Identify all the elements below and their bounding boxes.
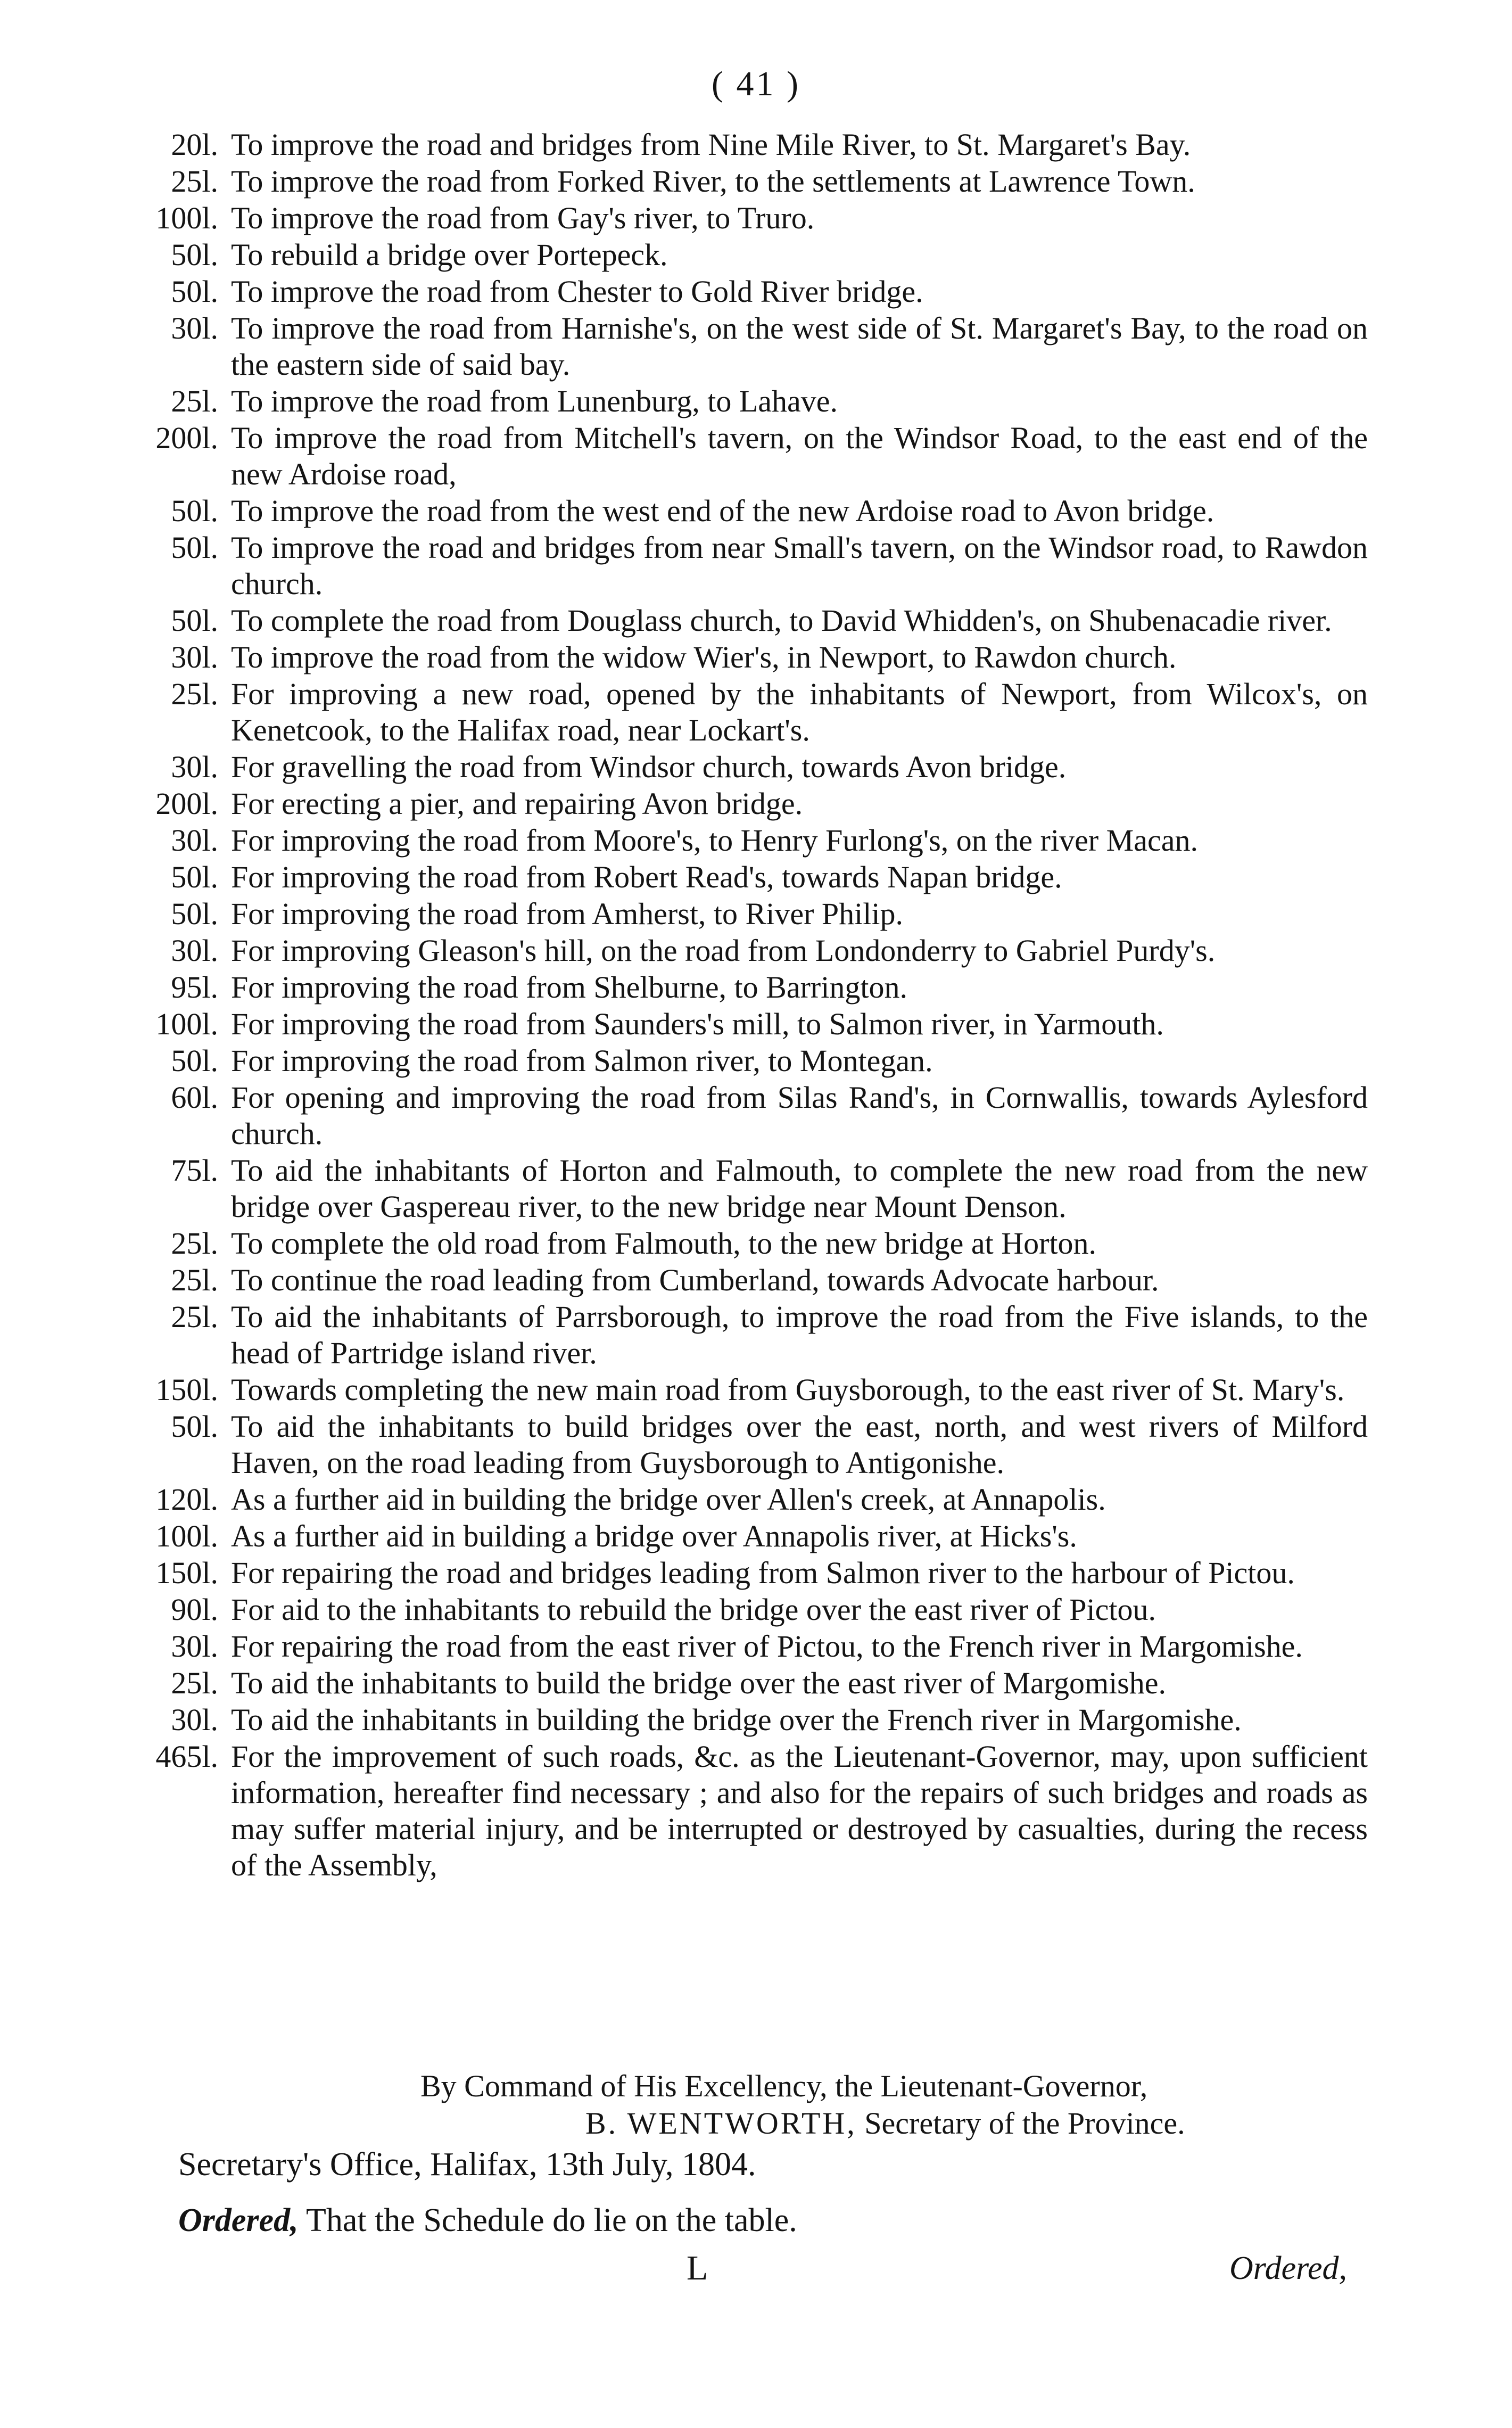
appropriation-entry — [112, 420, 1368, 492]
entry-amount: 50l. — [171, 1409, 218, 1444]
ordered-label: Ordered, — [178, 2202, 299, 2238]
entry-text: For improving the road from Salmon river, to Montegan. — [231, 1043, 933, 1078]
entry-text: To improve the road from the west end of the new Ardoise road to Avon bridge. — [231, 493, 1214, 528]
office-date-line: Secretary's Office, Halifax, 13th July, 1804. — [178, 2146, 756, 2183]
entry-text: To rebuild a bridge over Portepeck. — [231, 237, 668, 272]
appropriation-entry — [112, 1153, 1368, 1225]
entry-amount: 465l. — [155, 1739, 218, 1774]
entry-text: For improving Gleason's hill, on the road from Londonderry to Gabriel Purdy's. — [231, 933, 1216, 968]
entry-text: To aid the inhabitants of Parrsborough, to improve the road from the Five islands, to the head of Partridge island river. — [231, 1299, 1368, 1370]
entry-amount: 25l. — [171, 1666, 218, 1700]
entry-amount: 100l. — [155, 1007, 218, 1041]
entry-amount: 150l. — [155, 1372, 218, 1407]
entry-amount: 50l. — [171, 530, 218, 565]
appropriation-entry — [112, 822, 1368, 859]
entry-amount: 200l. — [155, 421, 218, 455]
appropriation-entry — [112, 383, 1368, 419]
appropriation-entry — [112, 1043, 1368, 1079]
entry-amount: 100l. — [155, 1519, 218, 1553]
signatory-title: Secretary of the Province. — [864, 2106, 1185, 2141]
entry-text: To improve the road and bridges from near Small's tavern, on the Windsor road, to Rawdon church. — [231, 530, 1368, 601]
ordered-text: That the Schedule do lie on the table. — [305, 2202, 797, 2238]
appropriation-entry — [112, 749, 1368, 785]
appropriation-entry — [112, 969, 1368, 1006]
entry-amount: 150l. — [155, 1555, 218, 1590]
entry-text: For aid to the inhabitants to rebuild the bridge over the east river of Pictou. — [231, 1592, 1156, 1627]
page-number: ( 41 ) — [712, 64, 800, 103]
entry-amount: 50l. — [171, 274, 218, 309]
entry-text: To aid the inhabitants to build the bridge over the east river of Margomishe. — [231, 1666, 1166, 1700]
appropriation-entry — [112, 1555, 1368, 1591]
entry-text: To improve the road from the widow Wier's, in Newport, to Rawdon church. — [231, 640, 1177, 674]
appropriation-entry — [112, 200, 1368, 236]
appropriation-entry — [112, 1372, 1368, 1408]
entry-text: For repairing the road and bridges leading from Salmon river to the harbour of Pictou. — [231, 1555, 1295, 1590]
entry-amount: 200l. — [155, 786, 218, 821]
signatory-name: B. WENTWORTH, — [585, 2106, 857, 2141]
appropriation-entry — [112, 676, 1368, 748]
appropriation-entry — [112, 1628, 1368, 1665]
entry-amount: 25l. — [171, 1226, 218, 1261]
appropriation-entry — [112, 1409, 1368, 1481]
entry-text: As a further aid in building a bridge over Annapolis river, at Hicks's. — [231, 1519, 1077, 1553]
appropriation-entry — [112, 1482, 1368, 1518]
entry-text: For improving the road from Robert Read's, towards Napan bridge. — [231, 860, 1062, 894]
appropriation-entry — [112, 1702, 1368, 1738]
appropriation-entry — [112, 1299, 1368, 1371]
entry-amount: 30l. — [171, 750, 218, 784]
appropriation-entry — [112, 274, 1368, 310]
entry-text: To continue the road leading from Cumberland, towards Advocate harbour. — [231, 1263, 1159, 1297]
entry-amount: 25l. — [171, 1263, 218, 1297]
entry-text: To aid the inhabitants of Horton and Falmouth, to complete the new road from the new bridge over Gaspereau river, to the new bridge near Mount Denson. — [231, 1153, 1368, 1224]
entry-text: For the improvement of such roads, &c. as the Lieutenant-Governor, may, upon sufficient information, hereafter find necessary ; and also for the repairs of such bridges and roads as may suffer material injury, and be interrupted or destroyed by casualties, during the recess of the Assembly, — [231, 1739, 1368, 1882]
entry-amount: 20l. — [171, 127, 218, 162]
entry-text: Towards completing the new main road from Guysborough, to the east river of St. Mary's. — [231, 1372, 1345, 1407]
entry-text: To improve the road from Forked River, to the settlements at Lawrence Town. — [231, 164, 1195, 199]
appropriation-entry — [112, 237, 1368, 273]
entry-text: To aid the inhabitants to build bridges over the east, north, and west rivers of Milford Haven, on the road leading from Guysborough to Antigonishe. — [231, 1409, 1368, 1480]
appropriation-entry — [112, 493, 1368, 529]
entry-text: To improve the road and bridges from Nine Mile River, to St. Margaret's Bay. — [231, 127, 1191, 162]
appropriation-entry — [112, 896, 1368, 932]
entry-text: For opening and improving the road from Silas Rand's, in Cornwallis, towards Aylesford church. — [231, 1080, 1368, 1151]
appropriation-entry — [112, 530, 1368, 602]
entry-text: To improve the road from Lunenburg, to Lahave. — [231, 384, 838, 418]
appropriation-entry — [112, 933, 1368, 969]
entry-amount: 25l. — [171, 164, 218, 199]
command-line: By Command of His Excellency, the Lieutenant-Governor, — [420, 2069, 1148, 2103]
entry-amount: 50l. — [171, 237, 218, 272]
entry-amount: 30l. — [171, 823, 218, 858]
entry-text: To improve the road from Chester to Gold River bridge. — [231, 274, 923, 309]
entry-text: To complete the old road from Falmouth, to the new bridge at Horton. — [231, 1226, 1097, 1261]
entry-text: To improve the road from Mitchell's tavern, on the Windsor Road, to the east end of the new Ardoise road, — [231, 421, 1368, 491]
entry-amount: 50l. — [171, 860, 218, 894]
entry-amount: 30l. — [171, 933, 218, 968]
entry-amount: 90l. — [171, 1592, 218, 1627]
appropriation-entry — [112, 1262, 1368, 1298]
entry-text: For improving the road from Moore's, to Henry Furlong's, on the river Macan. — [231, 823, 1198, 858]
entry-amount: 25l. — [171, 384, 218, 418]
entry-text: To complete the road from Douglass church, to David Whidden's, on Shubenacadie river. — [231, 603, 1332, 638]
entry-amount: 100l. — [155, 201, 218, 235]
appropriation-entry — [112, 639, 1368, 676]
appropriation-entry — [112, 786, 1368, 822]
appropriation-entry — [112, 1665, 1368, 1701]
entry-text: To improve the road from Harnishe's, on the west side of St. Margaret's Bay, to the road on the eastern side of said bay. — [231, 311, 1368, 382]
entry-amount: 25l. — [171, 1299, 218, 1334]
entry-amount: 30l. — [171, 311, 218, 345]
appropriation-entry — [112, 859, 1368, 895]
entry-text: For improving a new road, opened by the inhabitants of Newport, from Wilcox's, on Kenetcook, to the Halifax road, near Lockart's. — [231, 677, 1368, 747]
entry-text: To aid the inhabitants in building the bridge over the French river in Margomishe. — [231, 1702, 1242, 1737]
entry-amount: 50l. — [171, 896, 218, 931]
entry-text: For gravelling the road from Windsor church, towards Avon bridge. — [231, 750, 1067, 784]
entry-text: For improving the road from Saunders's mill, to Salmon river, in Yarmouth. — [231, 1007, 1164, 1041]
entry-amount: 60l. — [171, 1080, 218, 1115]
appropriation-entry — [112, 1225, 1368, 1262]
appropriation-entry — [112, 1518, 1368, 1554]
appropriation-entry — [112, 310, 1368, 383]
entry-text: For improving the road from Amherst, to River Philip. — [231, 896, 904, 931]
appropriation-list — [112, 127, 1368, 1884]
appropriation-entry — [112, 163, 1368, 200]
signature-mark: L — [687, 2249, 708, 2287]
entry-amount: 95l. — [171, 970, 218, 1005]
entry-text: For repairing the road from the east river of Pictou, to the French river in Margomishe. — [231, 1629, 1303, 1664]
entry-amount: 30l. — [171, 1629, 218, 1664]
entry-amount: 120l. — [155, 1482, 218, 1517]
appropriation-entry — [112, 127, 1368, 163]
ordered-line — [178, 2201, 797, 2240]
entry-amount: 30l. — [171, 640, 218, 674]
entry-amount: 30l. — [171, 1702, 218, 1737]
signature-line — [585, 2105, 1185, 2142]
entry-amount: 50l. — [171, 1043, 218, 1078]
entry-amount: 50l. — [171, 603, 218, 638]
appropriation-entry — [112, 603, 1368, 639]
entry-text: For erecting a pier, and repairing Avon bridge. — [231, 786, 803, 821]
entry-amount: 25l. — [171, 677, 218, 711]
entry-text: To improve the road from Gay's river, to Truro. — [231, 201, 815, 235]
entry-text: For improving the road from Shelburne, to Barrington. — [231, 970, 907, 1005]
appropriation-entry — [112, 1006, 1368, 1042]
entry-amount: 75l. — [171, 1153, 218, 1188]
appropriation-entry — [112, 1739, 1368, 1883]
appropriation-entry — [112, 1080, 1368, 1152]
appropriation-entry — [112, 1592, 1368, 1628]
entry-text: As a further aid in building the bridge over Allen's creek, at Annapolis. — [231, 1482, 1106, 1517]
catchword: Ordered, — [1229, 2250, 1347, 2286]
entry-amount: 50l. — [171, 493, 218, 528]
